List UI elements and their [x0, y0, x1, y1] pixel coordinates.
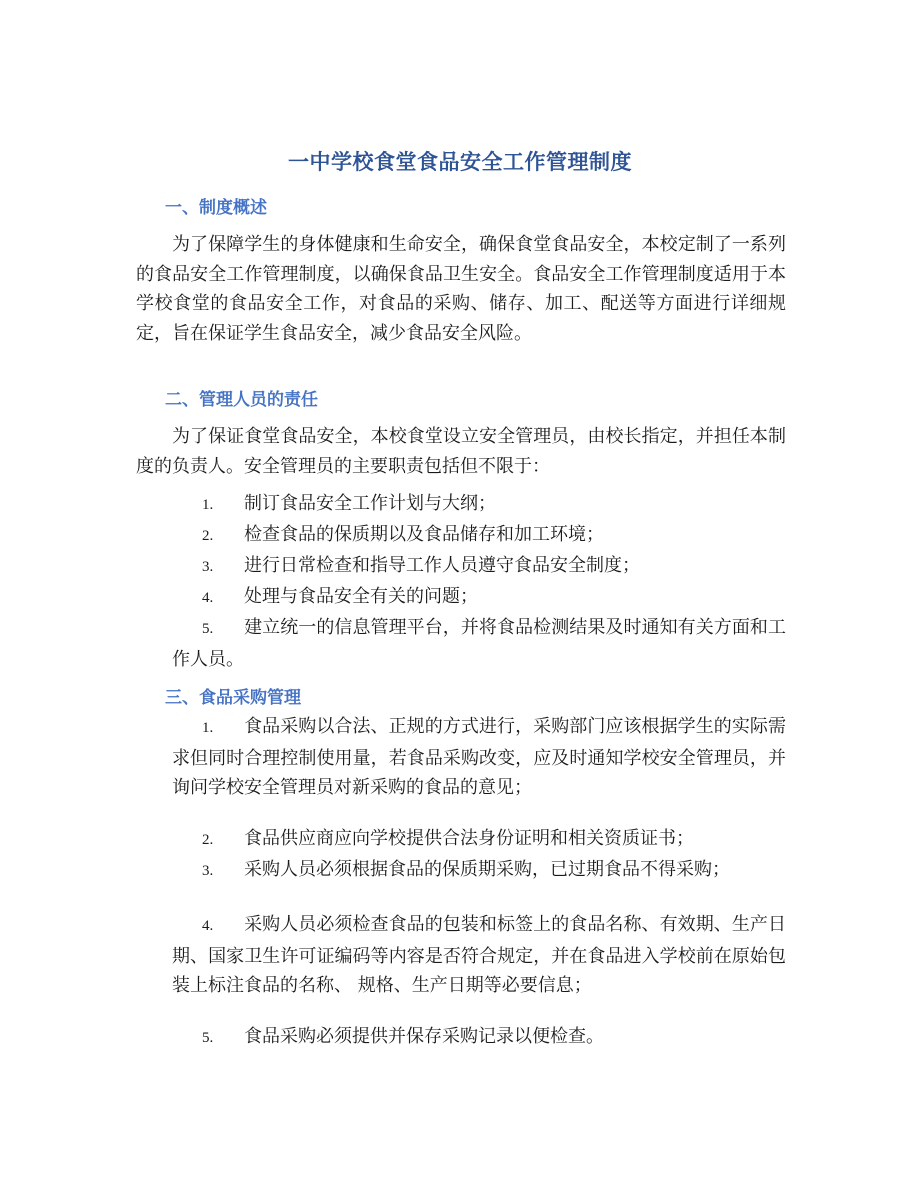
list-item [172, 551, 786, 583]
list-item-text: 进行日常检查和指导工作人员遵守食品安全制度； [244, 555, 640, 576]
list-item [172, 910, 786, 1001]
list-item-text: 食品供应商应向学校提供合法身份证明和相关资质证书； [244, 828, 694, 849]
list-item [172, 1022, 786, 1054]
list-item-text: 采购人员必须根据食品的保质期采购，已过期食品不得采购； [244, 859, 730, 880]
list-item-text: 食品采购必须提供并保存采购记录以便检查。 [244, 1026, 604, 1047]
list-item-text: 制订食品安全工作计划与大纲； [244, 493, 496, 514]
list-item-text: 检查食品的保质期以及食品储存和加工环境； [244, 524, 604, 545]
document-title: 一中学校食堂食品安全工作管理制度 [288, 149, 632, 174]
list-item-number: 4. [202, 590, 214, 606]
list-item-number: 5. [202, 1030, 214, 1046]
list-item-number: 1. [202, 497, 214, 513]
section-heading-overview: 一、制度概述 [165, 198, 267, 218]
list-item [172, 855, 786, 887]
section-heading-responsibility: 二、管理人员的责任 [165, 390, 318, 410]
list-item [172, 520, 786, 552]
list-item-number: 3. [202, 559, 214, 575]
section-paragraph-overview: 为了保障学生的身体健康和生命安全，确保食堂食品安全，本校定制了一系列的食品安全工作管理制度，以确保食品卫生安全。食品安全工作管理制度适用于本学校食堂的食品安全工作，对食品的采购、储存、加工、配送等方面进行详细规定，旨在保证学生食品安全，减少食品安全风险。 [136, 234, 786, 344]
list-item-text: 食品采购以合法、正规的方式进行，采购部门应该根据学生的实际需求但同时合理控制使用量，若食品采购改变，应及时通知学校安全管理员，并询问学校安全管理员对新采购的食品的意见； [172, 716, 786, 798]
list-item [172, 489, 786, 521]
section-heading-procurement: 三、食品采购管理 [165, 688, 301, 708]
list-item-number: 2. [202, 832, 214, 848]
list-item [172, 582, 786, 614]
list-item [172, 712, 786, 803]
list-item [172, 613, 786, 674]
list-item-number: 4. [202, 918, 214, 934]
list-item [172, 824, 786, 856]
list-item-number: 3. [202, 863, 214, 879]
list-item-text: 处理与食品安全有关的问题； [244, 586, 478, 607]
list-item-number: 2. [202, 528, 214, 544]
list-item-text: 采购人员必须检查食品的包装和标签上的食品名称、有效期、生产日期、国家卫生许可证编码等内容是否符合规定，并在食品进入学校前在原始包装上标注食品的名称、 规格、生产日期等必要信息； [172, 914, 786, 996]
section-paragraph-responsibility: 为了保证食堂食品安全，本校食堂设立安全管理员，由校长指定，并担任本制度的负责人。安全管理员的主要职责包括但不限于： [136, 426, 786, 477]
list-item-number: 5. [202, 621, 214, 637]
list-item-text: 建立统一的信息管理平台，并将食品检测结果及时通知有关方面和工作人员。 [172, 617, 786, 670]
list-item-number: 1. [202, 720, 214, 736]
